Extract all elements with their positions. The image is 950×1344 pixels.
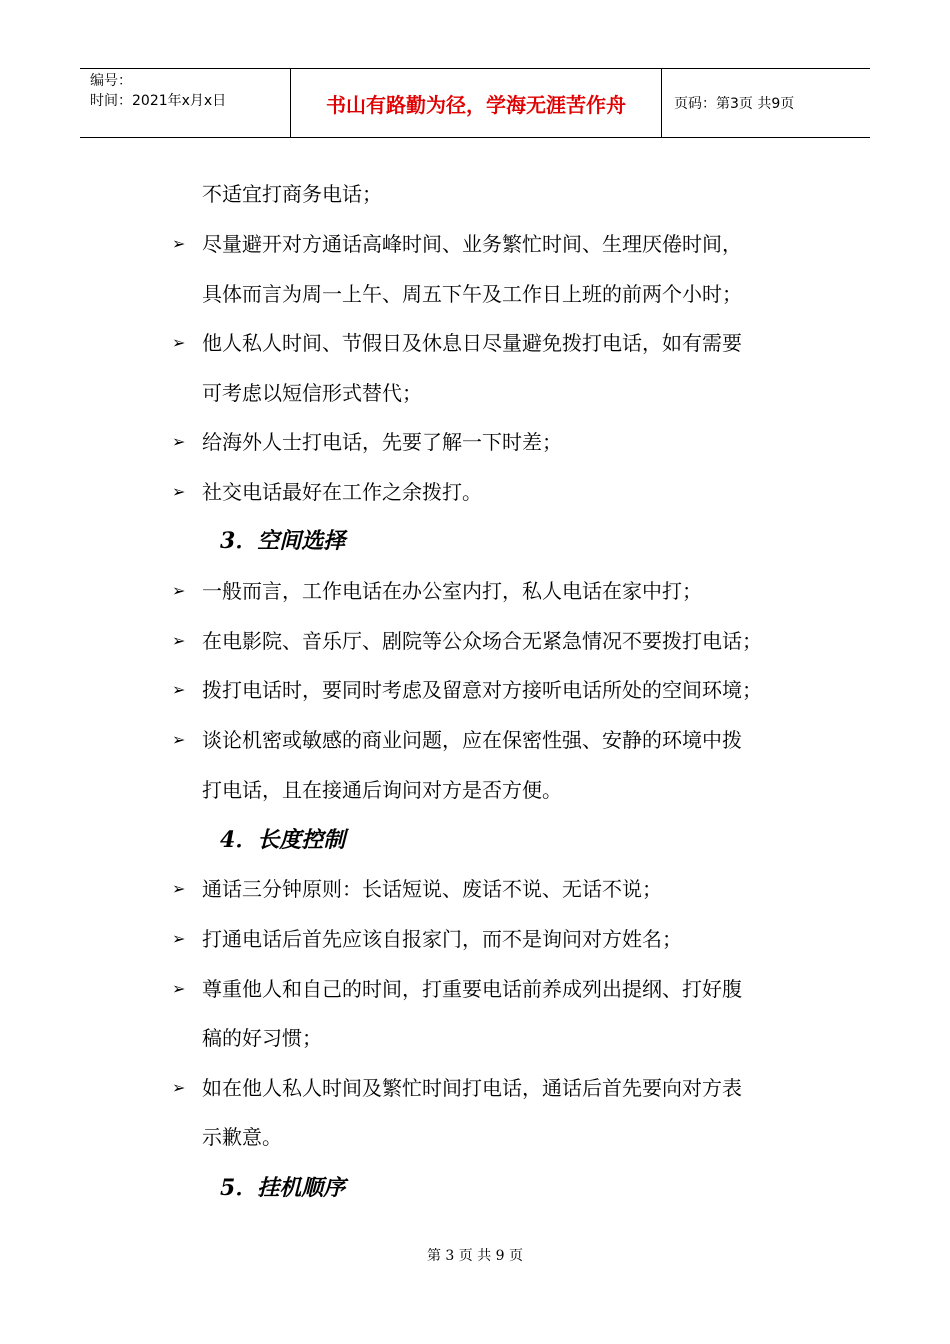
text-line: 他人私人时间、节假日及休息日尽量避免拨打电话，如有需要 (202, 331, 742, 355)
bullet-arrow-icon: ➢ (172, 234, 186, 253)
time-label: 时间：2021年x月x日 (90, 93, 227, 109)
bullet-arrow-icon: ➢ (172, 432, 186, 451)
text-line: 社交电话最好在工作之余拨打。 (202, 480, 482, 504)
header-page-info: 页码：第3页 共9页 (674, 96, 795, 112)
text-line: 可考虑以短信形式替代； (202, 381, 422, 405)
bullet-arrow-icon: ➢ (172, 879, 186, 898)
text-line: 具体而言为周一上午、周五下午及工作日上班的前两个小时； (202, 282, 742, 306)
bullet-arrow-icon: ➢ (172, 979, 186, 998)
text-line: 打通电话后首先应该自报家门，而不是询问对方姓名； (202, 927, 682, 951)
text-line: 打电话，且在接通后询问对方是否方便。 (202, 778, 562, 802)
section-heading: 5．挂机顺序 (220, 1175, 346, 1201)
header-meta (80, 69, 291, 137)
text-line: 在电影院、音乐厅、剧院等公众场合无紧急情况不要拨打电话； (202, 629, 762, 653)
bullet-arrow-icon: ➢ (172, 730, 186, 749)
header-motto: 书山有路勤为径，学海无涯苦作舟 (291, 69, 662, 137)
number-label: 编号： (90, 73, 132, 89)
bullet-arrow-icon: ➢ (172, 482, 186, 501)
text-line: 尊重他人和自己的时间，打重要电话前养成列出提纲、打好腹 (202, 977, 742, 1001)
text-line: 如在他人私人时间及繁忙时间打电话，通话后首先要向对方表 (202, 1076, 742, 1100)
bullet-arrow-icon: ➢ (172, 581, 186, 600)
text-line: 尽量避开对方通话高峰时间、业务繁忙时间、生理厌倦时间， (202, 232, 742, 256)
bullet-arrow-icon: ➢ (172, 1078, 186, 1097)
bullet-arrow-icon: ➢ (172, 631, 186, 650)
text-line: 不适宜打商务电话； (202, 182, 382, 206)
bullet-arrow-icon: ➢ (172, 929, 186, 948)
text-line: 通话三分钟原则：长话短说、废话不说、无话不说； (202, 877, 662, 901)
text-line: 给海外人士打电话，先要了解一下时差； (202, 430, 562, 454)
text-line: 谈论机密或敏感的商业问题，应在保密性强、安静的环境中拨 (202, 728, 742, 752)
bullet-arrow-icon: ➢ (172, 333, 186, 352)
page-header (80, 68, 870, 138)
text-line: 稿的好习惯； (202, 1026, 322, 1050)
text-line: 拨打电话时，要同时考虑及留意对方接听电话所处的空间环境； (202, 678, 762, 702)
section-heading: 3．空间选择 (220, 528, 346, 554)
text-line: 示歉意。 (202, 1125, 282, 1149)
section-heading: 4．长度控制 (220, 827, 346, 853)
bullet-arrow-icon: ➢ (172, 680, 186, 699)
text-line: 一般而言，工作电话在办公室内打，私人电话在家中打； (202, 579, 702, 603)
page-footer: 第 3 页 共 9 页 (426, 1248, 524, 1264)
